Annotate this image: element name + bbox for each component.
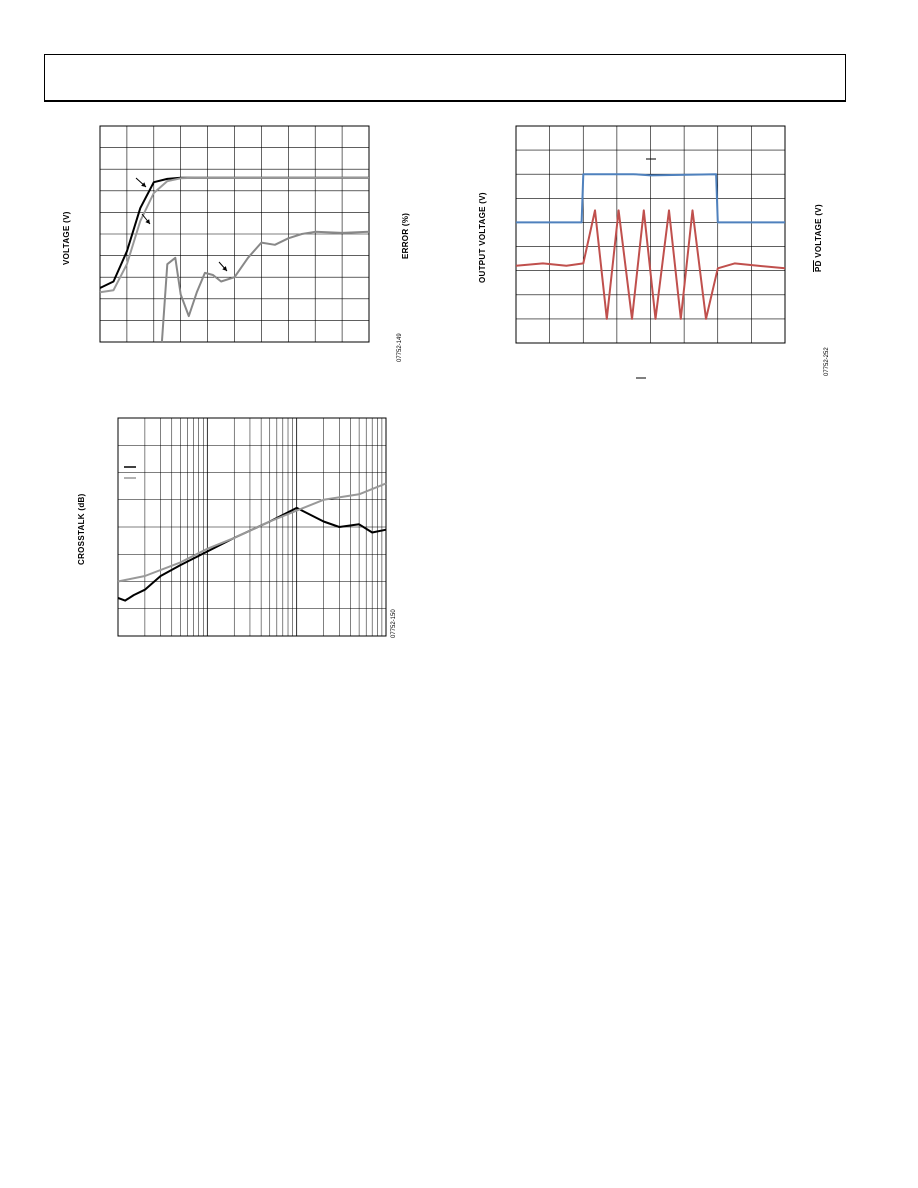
fig2-ylabel-right-rest: VOLTAGE (V)	[814, 204, 823, 261]
page-header-box	[44, 54, 846, 102]
chart1-arrow-3-shaft	[219, 262, 227, 271]
chart3-series-1	[118, 483, 386, 581]
chart1-series-1	[100, 178, 369, 292]
chart2-series-1	[516, 210, 785, 319]
fig2-ylabel-right	[814, 204, 823, 272]
chart1-arrow-1-shaft	[136, 178, 146, 187]
chart1-arrow-1-head	[141, 182, 146, 187]
chart3-series-0	[118, 508, 386, 601]
chart1-series-2	[162, 232, 369, 342]
chart2-plot-frame	[516, 126, 785, 343]
fig3-figure-code: 07752-150	[391, 609, 397, 638]
chart2-series-0	[516, 174, 785, 222]
fig2-figure-code: 07752-252	[824, 347, 830, 376]
chart1-arrow-2-head	[145, 219, 150, 224]
fig1-ylabel-right: ERROR (%)	[401, 212, 410, 259]
fig1-figure-code: 07752-149	[397, 333, 403, 362]
chart3-plot-frame	[118, 418, 386, 636]
chart1-series-0	[100, 178, 369, 288]
fig3-ylabel-left: CROSSTALK (dB)	[77, 493, 86, 565]
chart1-arrow-2-shaft	[142, 214, 150, 224]
fig2-pd-label: $\overline{PD}$	[814, 260, 823, 272]
chart1-arrow-3-head	[222, 266, 227, 271]
fig1-ylabel-left: VOLTAGE (V)	[62, 211, 71, 265]
fig2-ylabel-left: OUTPUT VOLTAGE (V)	[478, 192, 487, 283]
chart1-plot-frame	[100, 126, 369, 342]
